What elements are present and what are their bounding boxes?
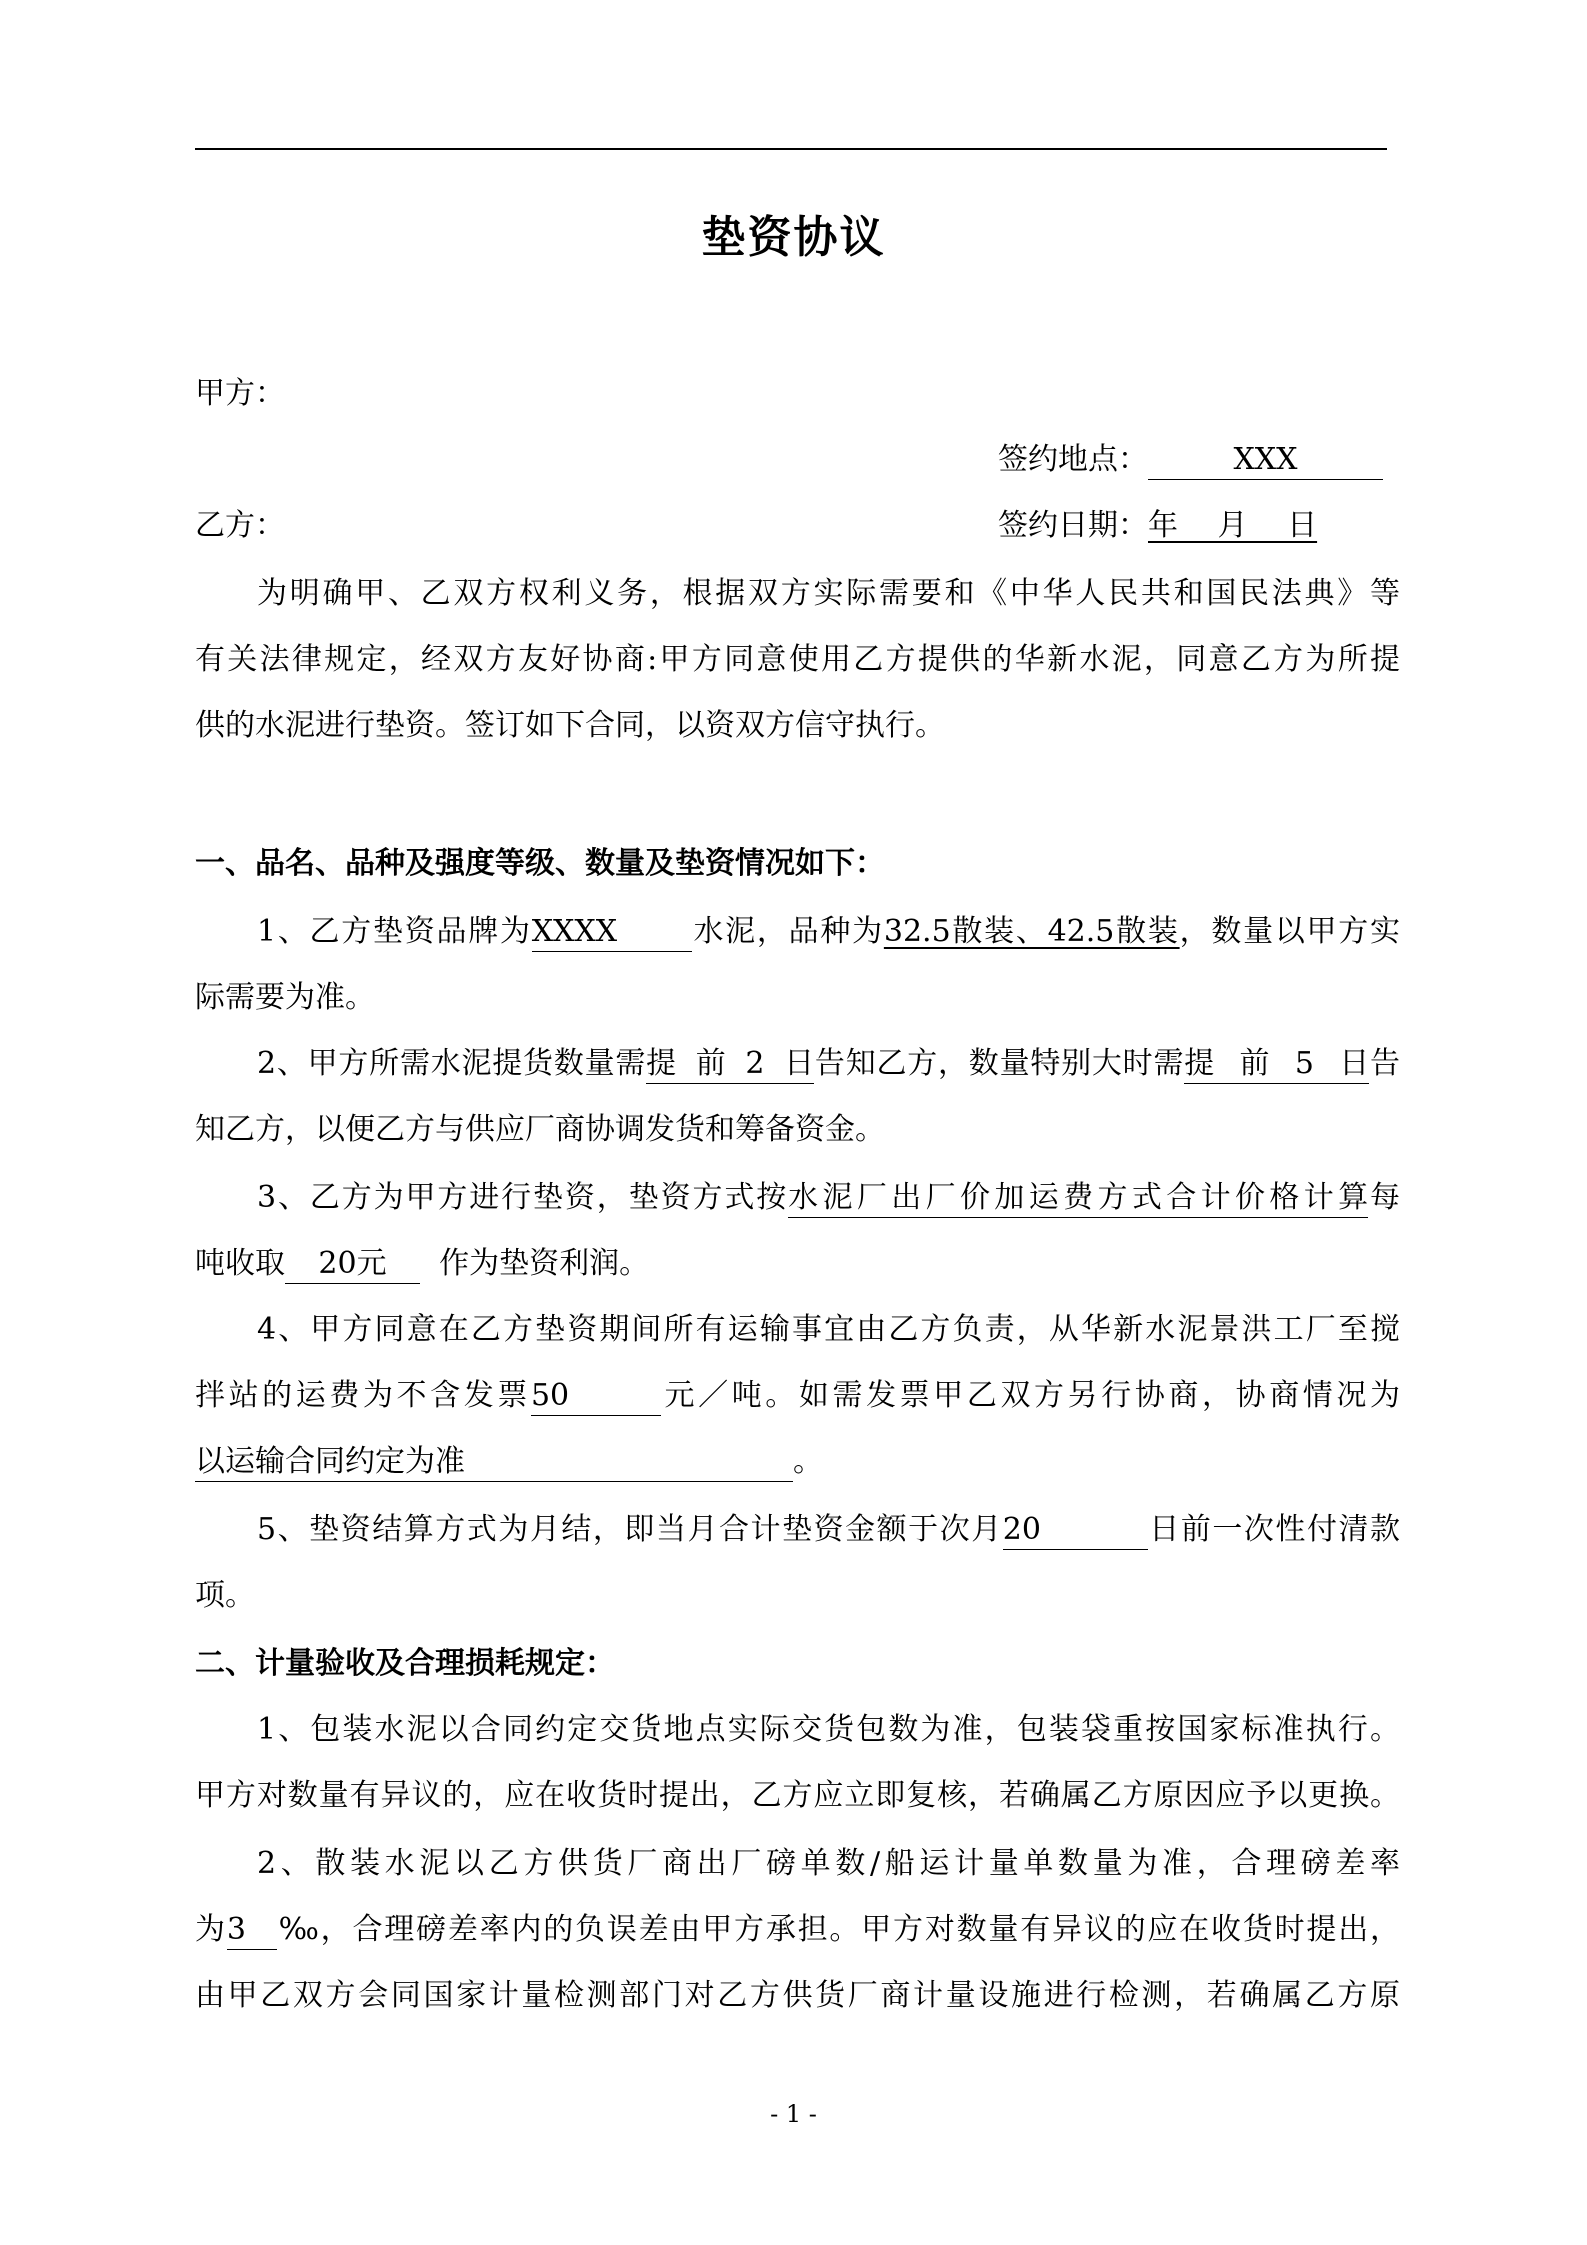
s1-item2-pre: 2、甲方所需水泥提货数量需 [257, 1046, 647, 1081]
s2-item2-line2 [195, 1908, 1400, 1952]
s1-item1-line1 [257, 910, 1400, 954]
s1-item5-day: 20 [1003, 1511, 1148, 1550]
s1-item3-line1 [257, 1176, 1400, 1220]
s1-item4-fee: 50 [531, 1377, 661, 1416]
s1-item4-line2-post: 元／吨。如需发票甲乙双方另行协商，协商情况为 [660, 1378, 1400, 1413]
s2-item2-line3: 由甲乙双方会同国家计量检测部门对乙方供货厂商计量设施进行检测，若确属乙方原 [195, 1978, 1400, 2013]
sign-place-value: XXX [1148, 441, 1383, 480]
s1-item4-line2 [195, 1374, 1400, 1418]
s1-item3-amount: 20元 [285, 1245, 420, 1284]
party-b-label: 乙方： [195, 508, 285, 543]
s1-item3-line2-post: 作为垫资利润。 [439, 1246, 650, 1281]
s1-item3-line2-pre: 吨收取 [195, 1246, 285, 1281]
s1-item2-line2: 知乙方，以便乙方与供应厂商协调发货和筹备资金。 [195, 1112, 885, 1147]
s1-item3-line2 [195, 1242, 1400, 1286]
sign-date-value: 年 月 日 [1148, 508, 1318, 543]
s1-item1-post: ，数量以甲方实 [1179, 914, 1401, 949]
s1-item3-post: 每 [1368, 1180, 1400, 1215]
s1-item2-post: 告 [1369, 1046, 1401, 1081]
s1-item1-brand: XXXX [532, 913, 692, 952]
s2-item2-line2-post: ‰，合理磅差率内的负误差由甲方承担。甲方对数量有异议的应在收货时提出， [276, 1912, 1401, 1947]
s1-item2-v1: 提前2日 [646, 1045, 814, 1084]
s1-item5-line1 [257, 1508, 1400, 1552]
s2-item1-line2: 甲方对数量有异议的，应在收货时提出，乙方应立即复核，若确属乙方原因应予以更换。 [195, 1778, 1400, 1813]
intro-line-2: 有关法律规定，经双方友好协商:甲方同意使用乙方提供的华新水泥，同意乙方为所提 [195, 642, 1400, 677]
s2-item1-line1: 1、包装水泥以合同约定交货地点实际交货包数为准，包装袋重按国家标准执行。 [257, 1712, 1400, 1747]
sign-place-label: 签约地点： [998, 442, 1148, 477]
page-number: - 1 - [770, 2100, 817, 2128]
s1-item5-line2: 项。 [195, 1578, 255, 1613]
s1-item3-method: 水泥厂出厂价加运费方式合计价格计算 [788, 1179, 1368, 1218]
section-1-heading: 一、品名、品种及强度等级、数量及垫资情况如下： [195, 846, 885, 881]
s1-item4-line1: 4、甲方同意在乙方垫资期间所有运输事宜由乙方负责，从华新水泥景洪工厂至搅 [257, 1312, 1400, 1347]
sign-place [998, 438, 1383, 482]
s1-item4-line2-pre: 拌站的运费为不含发票 [195, 1378, 531, 1413]
s1-item2-v2: 提前5日 [1184, 1045, 1369, 1084]
s1-item2-mid: 告知乙方，数量特别大时需 [814, 1046, 1185, 1081]
s1-item3-pre: 3、乙方为甲方进行垫资，垫资方式按 [257, 1180, 789, 1215]
sign-date [998, 504, 1317, 548]
sign-date-label: 签约日期： [998, 508, 1148, 543]
s1-item4-end: 。 [793, 1444, 823, 1479]
s1-item1-variety: 32.5散装、42.5散装 [883, 914, 1180, 949]
intro-line-1: 为明确甲、乙双方权利义务，根据双方实际需要和《中华人民共和国民法典》等 [257, 576, 1400, 611]
s1-item5-pre: 5、垫资结算方式为月结，即当月合计垫资金额于次月 [257, 1512, 1003, 1547]
s2-item2-line1: 2、散装水泥以乙方供货厂商出厂磅单数/船运计量单数量为准，合理磅差率 [257, 1846, 1400, 1881]
header-rule [195, 148, 1387, 150]
party-a-label: 甲方： [195, 376, 285, 411]
s1-item1-mid: 水泥，品种为 [691, 914, 884, 949]
intro-line-3: 供的水泥进行垫资。签订如下合同，以资双方信守执行。 [195, 708, 945, 743]
document-title: 垫资协议 [701, 212, 886, 263]
s2-item2-rate: 3 [227, 1911, 277, 1950]
s1-item4-note: 以运输合同约定为准 [195, 1443, 793, 1482]
s1-item1-line2: 际需要为准。 [195, 980, 375, 1015]
s2-item2-line2-pre: 为 [195, 1912, 227, 1947]
s1-item5-post: 日前一次性付清款 [1147, 1512, 1401, 1547]
s1-item4-line3 [195, 1440, 1400, 1484]
s1-item1-pre: 1、乙方垫资品牌为 [257, 914, 532, 949]
section-2-heading: 二、计量验收及合理损耗规定： [195, 1646, 615, 1681]
s1-item2-line1 [257, 1042, 1400, 1086]
